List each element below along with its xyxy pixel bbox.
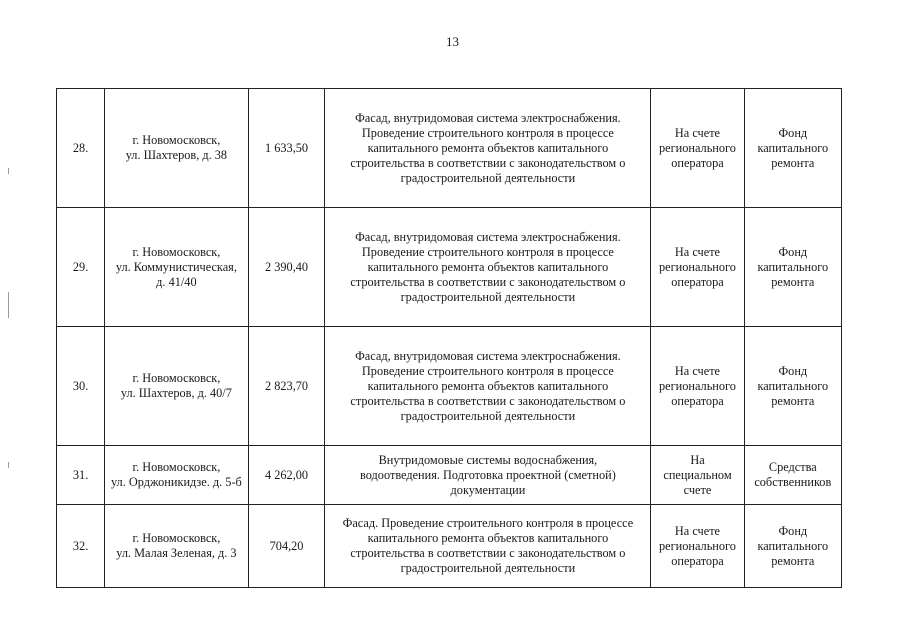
- account-cell: На счете регионального оператора: [651, 505, 744, 588]
- cost-cell: 2 823,70: [248, 327, 325, 446]
- page-number: 13: [446, 34, 459, 49]
- funding-cell: Фонд капитального ремонта: [744, 89, 841, 208]
- scan-mark: [8, 462, 9, 468]
- account-cell: На счете регионального оператора: [651, 89, 744, 208]
- works-cell: Фасад, внутридомовая система электроснабжения. Проведение строительного контроля в процессе капитального ремонта объектов капитального строительства в соответствии с законодательством о градостроительной деятельности: [325, 208, 651, 327]
- funding-cell: Фонд капитального ремонта: [744, 505, 841, 588]
- address-cell: г. Новомосковск, ул. Орджоникидзе. д. 5-б: [105, 446, 248, 505]
- cost-cell: 2 390,40: [248, 208, 325, 327]
- scan-mark: [8, 292, 9, 318]
- table-row: [57, 208, 842, 327]
- row-number: 29.: [57, 208, 105, 327]
- account-cell: На специальном счете: [651, 446, 744, 505]
- address-cell: г. Новомосковск, ул. Коммунистическая, д. 41/40: [105, 208, 248, 327]
- scan-mark: [8, 168, 9, 174]
- row-number: 31.: [57, 446, 105, 505]
- cost-cell: 704,20: [248, 505, 325, 588]
- table-row: [57, 446, 842, 505]
- address-cell: г. Новомосковск, ул. Шахтеров, д. 40/7: [105, 327, 248, 446]
- repair-works-table: [56, 88, 842, 588]
- address-cell: г. Новомосковск, ул. Малая Зеленая, д. 3: [105, 505, 248, 588]
- cost-cell: 4 262,00: [248, 446, 325, 505]
- account-cell: На счете регионального оператора: [651, 327, 744, 446]
- works-cell: Фасад. Проведение строительного контроля в процессе капитального ремонта объектов капитального строительства в соответствии с законодательством о градостроительной деятельности: [325, 505, 651, 588]
- works-cell: Фасад, внутридомовая система электроснабжения. Проведение строительного контроля в процессе капитального ремонта объектов капитального строительства в соответствии с законодательством о градостроительной деятельности: [325, 327, 651, 446]
- table-row: [57, 89, 842, 208]
- works-cell: Внутридомовые системы водоснабжения, водоотведения. Подготовка проектной (сметной) документации: [325, 446, 651, 505]
- cost-cell: 1 633,50: [248, 89, 325, 208]
- funding-cell: Средства собственников: [744, 446, 841, 505]
- table-row: [57, 505, 842, 588]
- funding-cell: Фонд капитального ремонта: [744, 208, 841, 327]
- funding-cell: Фонд капитального ремонта: [744, 327, 841, 446]
- works-cell: Фасад, внутридомовая система электроснабжения. Проведение строительного контроля в процессе капитального ремонта объектов капитального строительства в соответствии с законодательством о градостроительной деятельности: [325, 89, 651, 208]
- address-cell: г. Новомосковск, ул. Шахтеров, д. 38: [105, 89, 248, 208]
- row-number: 32.: [57, 505, 105, 588]
- account-cell: На счете регионального оператора: [651, 208, 744, 327]
- row-number: 30.: [57, 327, 105, 446]
- row-number: 28.: [57, 89, 105, 208]
- table-row: [57, 327, 842, 446]
